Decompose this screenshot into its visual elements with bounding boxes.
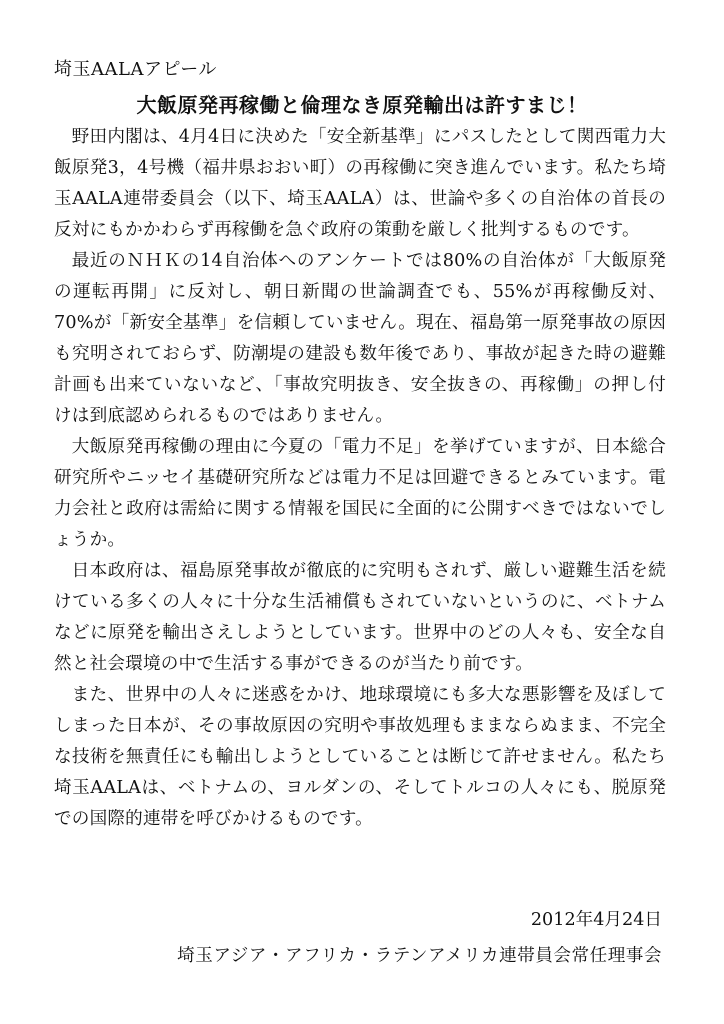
- paragraph: 野田内閣は、4月4日に決めた「安全新基準」にパスしたとして関西電力大飯原発3，4号機（福井県おおい町）の再稼働に突き進んでいます。私たち埼玉AALA連帯委員会（以下、埼玉AALA）は、世論や多くの自治体の首長の反対にもかかわらず再稼働を急ぐ政府の策動を厳しく批判するものです。: [54, 127, 666, 240]
- document-date: 2012年4月24日: [530, 910, 662, 930]
- document-signature: 埼玉アジア・アフリカ・ラテンアメリカ連帯員会常任理事会: [177, 946, 662, 966]
- paragraph: 日本政府は、福島原発事故が徹底的に究明もされず、厳しい避難生活を続けている多くの人々に十分な生活補償もされていないというのに、ベトナムなどに原発を輸出さえしようとしています。世界中のどの人々も、安全な自然と社会環境の中で生活する事ができるのが当たり前です。: [54, 561, 666, 674]
- organization-header: 埼玉AALAアピール: [54, 59, 217, 80]
- paragraph: 最近のＮＨＫの14自治体へのアンケートでは80%の自治体が「大飯原発の運転再開」に反対し、朝日新聞の世論調査でも、55%が再稼働反対、70%が「新安全基準」を信頼していません。現在、福島第一原発事故の原因も究明されておらず、防潮堤の建設も数年後であり、事故が起きた時の避難計画も出来ていないなど、「事故究明抜き、安全抜きの、再稼働」の押し付けは到底認められるものではありません。: [54, 251, 666, 426]
- paragraph: 大飯原発再稼働の理由に今夏の「電力不足」を挙げていますが、日本総合研究所やニッセイ基礎研究所などは電力不足は回避できるとみています。電力会社と政府は需給に関する情報を国民に全面的に公開すべきではないでしょうか。: [54, 437, 666, 550]
- document-body: [54, 122, 666, 835]
- document-title: 大飯原発再稼働と倫理なき原発輸出は許すまじ！: [136, 93, 588, 117]
- paragraph: また、世界中の人々に迷惑をかけ、地球環境にも多大な悪影響を及ぼしてしまった日本が、その事故原因の究明や事故処理もままならぬまま、不完全な技術を無責任にも輸出しようとしていることは断じて許せません。私たち埼玉AALAは、ベトナムの、ヨルダンの、そしてトルコの人々にも、脱原発での国際的連帯を呼びかけるものです。: [54, 685, 666, 829]
